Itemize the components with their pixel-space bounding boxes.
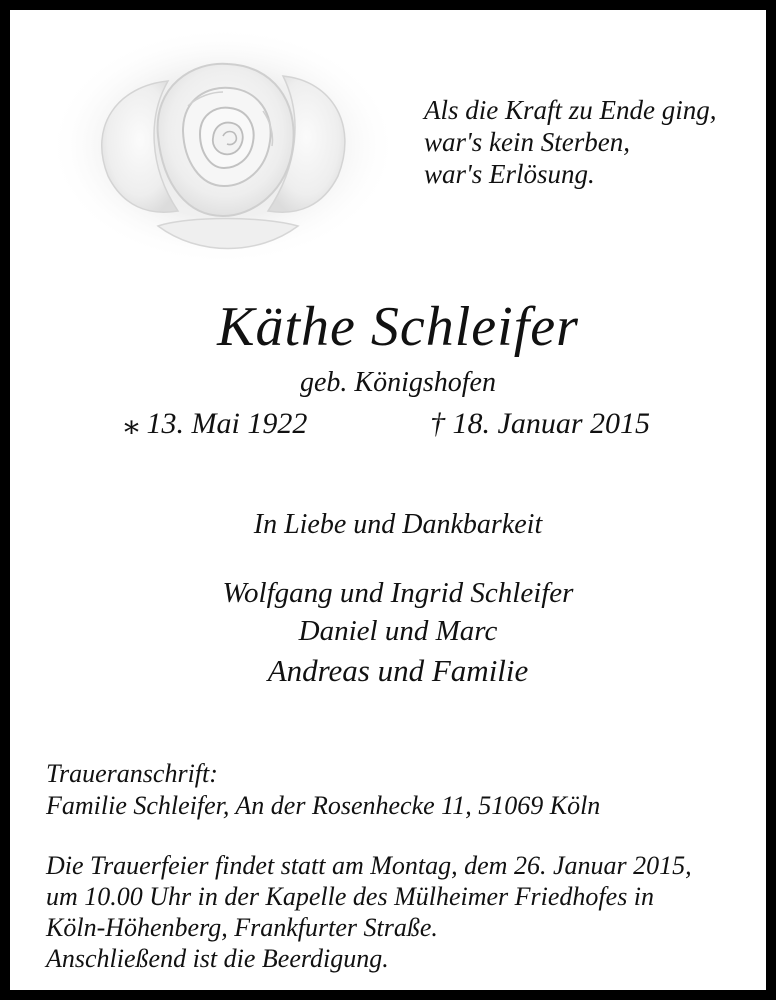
motto-line: war's kein Sterben, xyxy=(424,127,630,157)
ceremony-line: um 10.00 Uhr in der Kapelle des Mülheimer Friedhofes in xyxy=(46,882,655,911)
mourners-list xyxy=(10,574,776,692)
ceremony-info xyxy=(46,850,758,974)
motto-verse xyxy=(424,94,764,190)
birth-name: geb. Königshofen xyxy=(300,367,496,398)
ceremony-line: Anschließend ist die Beerdigung. xyxy=(46,944,389,973)
address-label: Traueranschrift: xyxy=(46,759,218,788)
rose-image xyxy=(48,26,398,266)
ceremony-line: Die Trauerfeier findet statt am Montag, dem 26. Januar 2015, xyxy=(46,851,692,880)
ceremony-line: Köln-Höhenberg, Frankfurter Straße. xyxy=(46,913,438,942)
birth-date: ⁎ 13. Mai 1922 xyxy=(124,407,308,440)
mourner-line: Daniel und Marc xyxy=(298,615,498,647)
mourning-address xyxy=(46,758,600,822)
mourner-line: Andreas und Familie xyxy=(267,653,529,688)
death-date: † 18. Januar 2015 xyxy=(430,407,650,440)
deceased-name: Käthe Schleifer xyxy=(217,296,579,358)
thanks-line: In Liebe und Dankbarkeit xyxy=(253,509,543,540)
motto-line: war's Erlösung. xyxy=(424,159,595,189)
mourner-line: Wolfgang und Ingrid Schleifer xyxy=(222,577,574,609)
address-value: Familie Schleifer, An der Rosenhecke 11, 51069 Köln xyxy=(46,791,601,820)
motto-line: Als die Kraft zu Ende ging, xyxy=(424,95,717,125)
